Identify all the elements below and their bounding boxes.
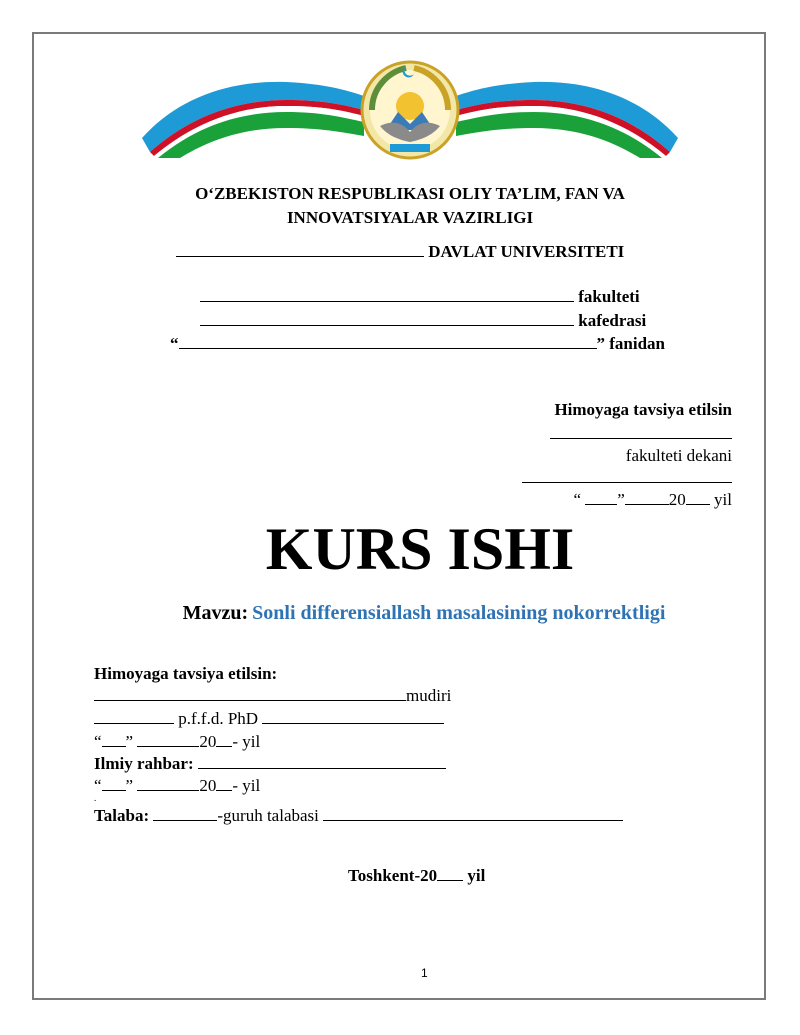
head-label: mudiri xyxy=(406,686,452,705)
subject-name-blank xyxy=(179,332,597,349)
dean-label: fakulteti dekani xyxy=(625,446,732,465)
university-name-blank xyxy=(176,240,424,257)
chair-label: kafedrasi xyxy=(578,311,647,330)
approval-top-blank-1 xyxy=(550,424,732,444)
chair-name-blank xyxy=(200,309,574,326)
chair-line xyxy=(200,309,646,331)
page-title: KURS ISHI xyxy=(265,516,575,582)
topic-value: Sonli differensiallash masalasining nokorrektligi xyxy=(252,602,666,624)
approval-bottom-heading: Himoyaga tavsiya etilsin: xyxy=(94,664,278,683)
faculty-line xyxy=(200,285,640,307)
date-line-1: “ ” 20 - yil xyxy=(94,732,261,751)
university-line xyxy=(176,240,624,262)
degree-label: p.f.f.d. PhD xyxy=(178,709,259,728)
subject-open-quote: “ xyxy=(170,334,179,353)
approval-top-blank-2 xyxy=(522,468,732,488)
ministry-line-2: INNOVATSIYALAR VAZIRLIGI xyxy=(286,208,534,227)
city-year: Toshkent-20 yil xyxy=(348,866,486,885)
emblem-of-uzbekistan-icon xyxy=(136,60,684,160)
page-number: 1 xyxy=(421,966,428,980)
topic-label: Mavzu: xyxy=(182,602,249,624)
head-line xyxy=(94,686,451,706)
faculty-name-blank xyxy=(200,285,574,302)
subject-line xyxy=(170,332,665,354)
topic-line xyxy=(0,602,800,625)
student-line xyxy=(94,806,623,826)
subject-label: ” fanidan xyxy=(596,334,665,353)
approval-top-date: “ ” 20 yil xyxy=(573,490,732,509)
faculty-label: fakulteti xyxy=(578,287,640,306)
supervisor-line xyxy=(94,754,446,774)
student-label: Talaba: xyxy=(94,806,150,825)
stray-dot: . xyxy=(94,793,97,803)
degree-line xyxy=(94,709,444,729)
university-label: DAVLAT UNIVERSITETI xyxy=(428,242,625,261)
date-line-2: “ ” 20 - yil xyxy=(94,776,261,795)
ministry-line-1: O‘ZBEKISTON RESPUBLIKASI OLIY TA’LIM, FAN VA xyxy=(195,184,625,203)
group-label: -guruh talabasi xyxy=(217,806,319,825)
supervisor-label: Ilmiy rahbar: xyxy=(94,754,194,773)
approval-top-heading: Himoyaga tavsiya etilsin xyxy=(554,400,732,419)
